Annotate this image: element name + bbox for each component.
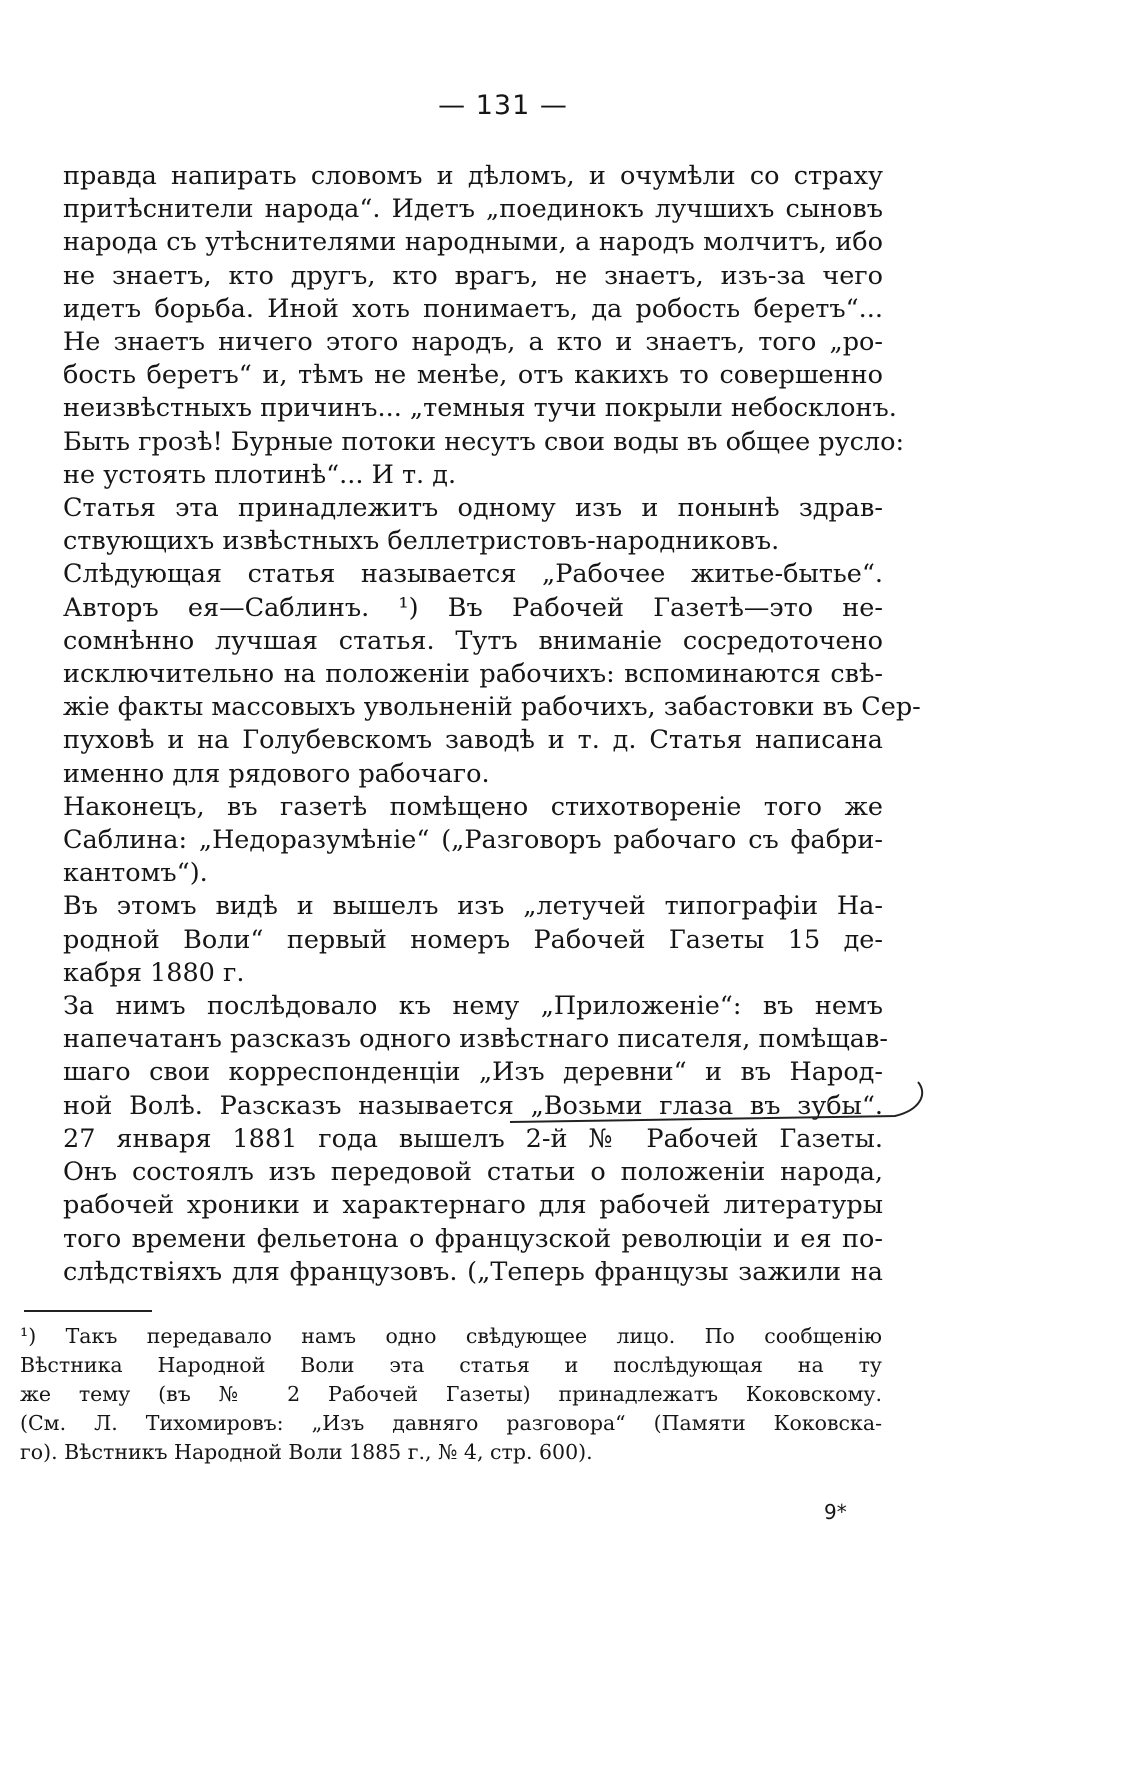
paragraph [63, 160, 905, 492]
text-line: Наконецъ, въ газетѣ помѣщено стихотвореніе того же [63, 791, 883, 822]
footnote-line: ¹) Такъ передавало намъ одно свѣдующее лицо. По сообщенію [20, 1324, 882, 1348]
footnote [20, 1322, 882, 1467]
text-line: Статья эта принадлежитъ одному изъ и понынѣ здрав- [63, 493, 883, 524]
text-line: За нимъ послѣдовало къ нему „Приложеніе“: въ немъ [63, 991, 883, 1022]
text-line: пуховѣ и на Голубевскомъ заводѣ и т. д. Статья написана [63, 725, 883, 756]
text-line: притѣснители народа“. Идетъ „поединокъ лучшихъ сыновъ [63, 194, 883, 225]
text-line: ной Волѣ. Разсказъ называется „Возьми глаза въ зубы“. [63, 1090, 883, 1121]
paragraph [63, 1123, 883, 1289]
text-line: шаго свои корреспонденціи „Изъ деревни“ и въ Народ- [63, 1057, 883, 1088]
text-line: рабочей хроники и характернаго для рабочей литературы [63, 1190, 883, 1221]
body-text [63, 160, 921, 1289]
page-number: — 131 — [438, 90, 568, 121]
text-line: не устоять плотинѣ“... И т. д. [63, 459, 457, 490]
text-line: Онъ состоялъ изъ передовой статьи о положеніи народа, [63, 1157, 883, 1188]
paragraph [63, 558, 921, 790]
text-line: ствующихъ извѣстныхъ беллетристовъ-народниковъ. [63, 526, 780, 557]
text-line: кантомъ“). [63, 858, 208, 889]
text-line: идетъ борьба. Иной хоть понимаетъ, да робость беретъ“... [63, 293, 883, 324]
text-line: родной Воли“ первый номеръ Рабочей Газеты 15 де- [63, 924, 883, 955]
text-line: народа съ утѣснителями народными, а народъ молчитъ, ибо [63, 227, 883, 258]
paragraph [63, 791, 883, 891]
text-line: Въ этомъ видѣ и вышелъ изъ „летучей типографіи На- [63, 891, 883, 922]
footnote-line: же тему (въ № 2 Рабочей Газеты) принадлежатъ Коковскому. [20, 1382, 882, 1406]
text-line: исключительно на положеніи рабочихъ: вспоминаются свѣ- [63, 659, 883, 690]
paragraph [63, 492, 883, 558]
text-line: слѣдствіяхъ для французовъ. („Теперь французы зажили на [63, 1256, 883, 1287]
text-line: бость беретъ“ и, тѣмъ не менѣе, отъ какихъ то совершенно [63, 360, 883, 391]
signature-mark: 9* [824, 1500, 847, 1524]
footnote-line: го). Вѣстникъ Народной Воли 1885 г., № 4, стр. 600). [20, 1440, 593, 1464]
footnote-divider [24, 1310, 152, 1312]
text-line: Слѣдующая статья называется „Рабочее житье-бытье“. [63, 559, 883, 590]
footnote-line: Вѣстника Народной Воли эта статья и послѣдующая на ту [20, 1353, 882, 1377]
text-line: напечатанъ разсказъ одного извѣстнаго писателя, помѣщав- [63, 1024, 888, 1055]
paragraph [63, 890, 883, 990]
text-line: Авторъ ея—Саблинъ. ¹) Въ Рабочей Газетѣ—это не- [63, 592, 883, 623]
text-line: неизвѣстныхъ причинъ... „темныя тучи покрыли небосклонъ. [63, 393, 897, 424]
text-line: жіе факты массовыхъ увольненій рабочихъ, забастовки въ Сер- [63, 692, 921, 723]
text-line: кабря 1880 г. [63, 957, 245, 988]
text-line: 27 января 1881 года вышелъ 2-й № Рабочей Газеты. [63, 1123, 883, 1154]
text-line: не знаетъ, кто другъ, кто врагъ, не знаетъ, изъ-за чего [63, 260, 883, 291]
text-line: правда напирать словомъ и дѣломъ, и очумѣли со страху [63, 161, 883, 191]
paragraph [63, 990, 888, 1123]
text-line: Саблина: „Недоразумѣніе“ („Разговоръ рабочаго съ фабри- [63, 825, 883, 856]
footnote-line: (См. Л. Тихомировъ: „Изъ давняго разговора“ (Памяти Коковска- [20, 1411, 882, 1435]
text-line: того времени фельетона о французской революціи и ея по- [63, 1223, 883, 1254]
text-line: именно для рядового рабочаго. [63, 758, 490, 789]
text-line: Быть грозѣ! Бурные потоки несутъ свои воды въ общее русло: [63, 426, 905, 457]
text-line: Не знаетъ ничего этого народъ, а кто и знаетъ, того „ро- [63, 327, 883, 358]
text-line: сомнѣнно лучшая статья. Тутъ вниманіе сосредоточено [63, 625, 883, 656]
